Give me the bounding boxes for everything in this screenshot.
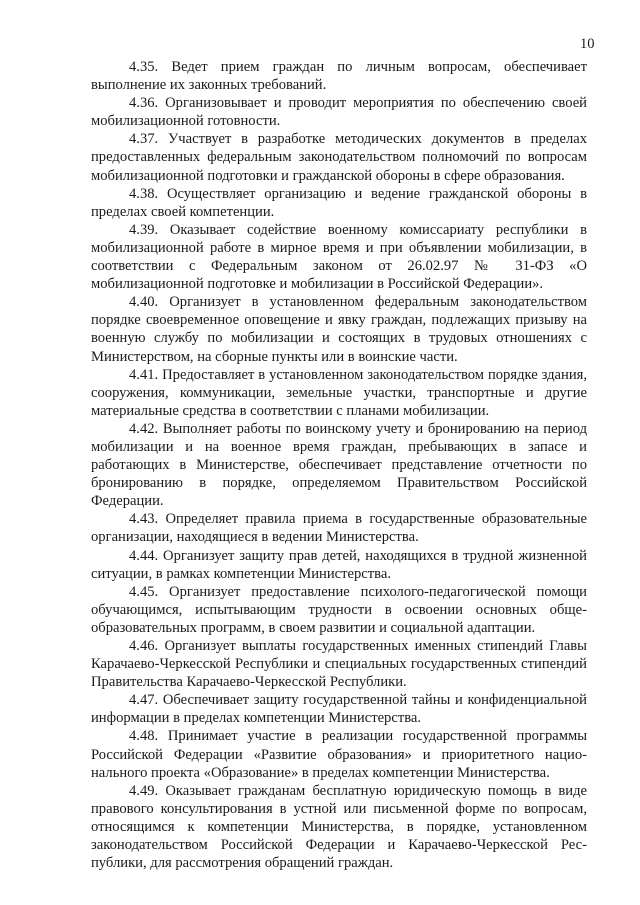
paragraph-4-43: 4.43. Определяет правила приема в государственные образовательные организации, находящиеся в ведении Министерства. (91, 511, 587, 546)
paragraph-4-46: 4.46. Организует выплаты государственных именных стипендий Главы Карачаево-Черкесской Республики и специальных государственных стипендий Правительства Карачаево-Черкесской Республики. (91, 638, 587, 691)
document-body (91, 58, 587, 872)
paragraph-4-40: 4.40. Организует в установленном федеральным законодательством порядке своевременное оповещение и явку граждан, подлежащих призыву на военную службу по мобилизации и состоящих в трудовых отношениях с Министерством, на сборные пункты или в воинские части. (91, 294, 587, 365)
paragraph-4-49: 4.49. Оказывает гражданам бесплатную юридическую помощь в виде правового консультирования в устной или письменной форме по вопросам, относящимся к компетенции Министерства, в порядке, установленном законодательством Российской Федерации и Карачаево-Черкесской Республики, для рассмотрения обращений граждан. (91, 782, 587, 872)
paragraph-4-37: 4.37. Участвует в разработке методических документов в пределах предоставленных федеральным законодательством полномочий по вопросам мобилизационной подготовки и гражданской обороны в сфере образования. (91, 131, 587, 184)
paragraph-4-36: 4.36. Организовывает и проводит мероприятия по обеспечению своей мобилизационной готовности. (91, 95, 587, 130)
paragraph-4-35: 4.35. Ведет прием граждан по личным вопросам, обеспечивает выполнение их законных требований. (91, 59, 587, 94)
paragraph-4-39: 4.39. Оказывает содействие военному комиссариату республики в мобилизационной работе в мирное время и при объявлении мобилизации, в соответствии с Федеральным законом от 26.02.97 № 31-ФЗ «О мобилизационной подготовке и мобилизации в Российской Федерации». (91, 221, 587, 293)
page-number: 10 (580, 36, 595, 52)
paragraph-4-45: 4.45. Организует предоставление психолого-педагогической помощи обучающимся, испытывающим трудности в освоении основных общеобразовательных программ, в своем развитии и социальной адаптации. (91, 583, 587, 636)
paragraph-4-47: 4.47. Обеспечивает защиту государственной тайны и конфиденциальной информации в пределах компетенции Министерства. (91, 692, 587, 727)
paragraph-4-42: 4.42. Выполняет работы по воинскому учету и бронированию на период мобилизации и на военное время граждан, пребывающих в запасе и работающих в Министерстве, обеспечивает представление отчетности по бронированию в порядке, определяемом Правительством Российской Федерации. (91, 420, 587, 510)
paragraph-4-48: 4.48. Принимает участие в реализации государственной программы Российской Федерации «Развитие образования» и приоритетного национального проекта «Образование» в пределах компетенции Министерства. (91, 728, 587, 781)
paragraph-4-38: 4.38. Осуществляет организацию и ведение гражданской обороны в пределах своей компетенции. (91, 185, 587, 220)
paragraph-4-41: 4.41. Предоставляет в установленном законодательством порядке здания, сооружения, коммуникации, земельные участки, транспортные и другие материальные средства в соответствии с планами мобилизации. (91, 366, 587, 419)
paragraph-4-44: 4.44. Организует защиту прав детей, находящихся в трудной жизненной ситуации, в рамках компетенции Министерства. (91, 547, 587, 582)
